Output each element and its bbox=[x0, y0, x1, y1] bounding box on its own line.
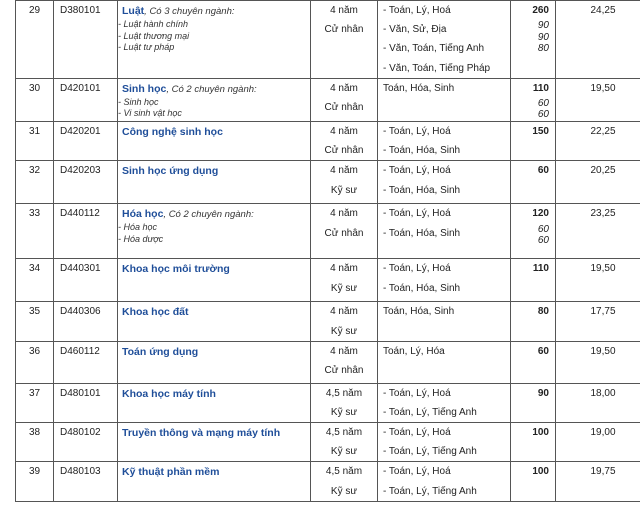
major-cell bbox=[118, 259, 311, 302]
code-cell bbox=[54, 1, 118, 79]
cutoff-score: 19,75 bbox=[590, 466, 616, 478]
degree-type: Kỹ sư bbox=[330, 406, 358, 418]
quota-cell bbox=[511, 259, 556, 302]
quota-cell bbox=[511, 204, 556, 259]
quota-breakdown: 90 bbox=[537, 31, 549, 43]
quota-total: 60 bbox=[537, 345, 549, 357]
study-duration: 4 năm bbox=[330, 345, 358, 357]
study-duration: 4 năm bbox=[330, 165, 358, 177]
major-code: D460112 bbox=[60, 345, 100, 357]
subjects-cell bbox=[378, 204, 511, 259]
score-cell bbox=[556, 1, 640, 79]
cutoff-score: 22,25 bbox=[590, 125, 616, 137]
subject-combination: - Toán, Lý, Hoá bbox=[383, 165, 451, 177]
stt-cell bbox=[16, 204, 54, 259]
subjects-cell bbox=[378, 462, 511, 502]
major-cell bbox=[118, 302, 311, 341]
row-number: 32 bbox=[28, 165, 41, 177]
stt-cell bbox=[16, 383, 54, 422]
subject-combination: - Toán, Hóa, Sinh bbox=[383, 227, 461, 239]
study-duration: 4,5 năm bbox=[325, 387, 363, 399]
major-code: D440112 bbox=[60, 208, 100, 220]
score-cell bbox=[556, 204, 640, 259]
subjects-cell bbox=[378, 78, 511, 121]
quota-cell bbox=[511, 1, 556, 79]
duration-cell bbox=[311, 383, 378, 422]
major-code: D420101 bbox=[60, 82, 101, 94]
duration-cell bbox=[311, 259, 378, 302]
stt-cell bbox=[16, 259, 54, 302]
subject-combination: - Toán, Hóa, Sinh bbox=[383, 145, 461, 157]
degree-type: Kỹ sư bbox=[330, 282, 358, 294]
duration-cell bbox=[311, 462, 378, 502]
major-cell bbox=[118, 423, 311, 462]
major-cell bbox=[118, 341, 311, 383]
specialization-item: - Luật tư pháp bbox=[118, 42, 175, 52]
admissions-table bbox=[15, 0, 640, 502]
score-cell bbox=[556, 423, 640, 462]
duration-cell bbox=[311, 1, 378, 79]
table-row bbox=[16, 423, 640, 462]
row-number: 35 bbox=[28, 306, 41, 318]
quota-cell bbox=[511, 383, 556, 422]
stt-cell bbox=[16, 302, 54, 341]
specialization-list bbox=[118, 97, 310, 120]
cutoff-score: 24,25 bbox=[590, 5, 616, 16]
major-name: Khoa học môi trường bbox=[122, 263, 230, 276]
quota-total: 150 bbox=[532, 125, 549, 137]
major-code: D380101 bbox=[60, 5, 101, 16]
quota-breakdown: 60 bbox=[537, 109, 549, 121]
score-cell bbox=[556, 383, 640, 422]
specialization-item: - Sinh học bbox=[118, 96, 159, 107]
specialization-item: - Vi sinh vật học bbox=[118, 108, 182, 119]
quota-total: 60 bbox=[537, 165, 549, 177]
stt-cell bbox=[16, 462, 54, 502]
study-duration: 4 năm bbox=[330, 263, 358, 275]
table-row bbox=[16, 383, 640, 422]
cutoff-score: 19,50 bbox=[590, 345, 616, 357]
major-name: Hóa học bbox=[122, 208, 164, 221]
major-cell bbox=[118, 204, 311, 259]
table-row bbox=[16, 204, 640, 259]
subject-combination: Toán, Hóa, Sinh bbox=[383, 82, 455, 94]
quota-breakdown: 60 bbox=[537, 97, 549, 109]
subjects-cell bbox=[378, 383, 511, 422]
major-code: D480103 bbox=[60, 466, 101, 478]
row-number: 34 bbox=[28, 263, 41, 275]
study-duration: 4 năm bbox=[330, 82, 358, 94]
score-cell bbox=[556, 341, 640, 383]
study-duration: 4 năm bbox=[330, 125, 358, 137]
score-cell bbox=[556, 161, 640, 204]
study-duration: 4 năm bbox=[330, 306, 358, 318]
study-duration: 4 năm bbox=[330, 208, 358, 220]
row-number: 31 bbox=[28, 125, 41, 137]
table-row bbox=[16, 259, 640, 302]
major-name: Khoa học máy tính bbox=[122, 387, 216, 400]
code-cell bbox=[54, 204, 118, 259]
subject-combination: - Văn, Toán, Tiếng Pháp bbox=[383, 62, 491, 74]
major-code: D440301 bbox=[60, 263, 101, 275]
table-body bbox=[16, 1, 640, 502]
quota-total: 80 bbox=[537, 306, 549, 318]
major-cell bbox=[118, 121, 311, 160]
subject-combination: Toán, Lý, Hóa bbox=[383, 345, 445, 357]
subject-combination: - Toán, Lý, Hoá bbox=[383, 387, 451, 399]
major-code: D480101 bbox=[60, 387, 101, 399]
cutoff-score: 18,00 bbox=[590, 387, 616, 399]
specialization-item: - Hóa học bbox=[118, 222, 158, 233]
table-row bbox=[16, 462, 640, 502]
degree-type: Cử nhân bbox=[324, 364, 364, 376]
subject-combination: - Toán, Lý, Hoá bbox=[383, 263, 451, 275]
quota-cell bbox=[511, 423, 556, 462]
table-row bbox=[16, 1, 640, 79]
table-row bbox=[16, 302, 640, 341]
cutoff-score: 23,25 bbox=[590, 208, 616, 220]
row-number: 33 bbox=[28, 208, 41, 220]
subjects-cell bbox=[378, 302, 511, 341]
major-name: Sinh học ứng dụng bbox=[122, 165, 219, 178]
specialization-list bbox=[118, 222, 310, 245]
code-cell bbox=[54, 383, 118, 422]
subject-combination: - Toán, Lý, Tiếng Anh bbox=[383, 446, 477, 458]
quota-total: 90 bbox=[537, 387, 549, 399]
major-name: Sinh học bbox=[122, 82, 167, 95]
subject-combination: Toán, Hóa, Sinh bbox=[383, 306, 455, 318]
specialization-note: , Có 2 chuyên ngành: bbox=[163, 209, 254, 221]
score-cell bbox=[556, 259, 640, 302]
quota-breakdown: 80 bbox=[537, 43, 549, 55]
stt-cell bbox=[16, 341, 54, 383]
subject-combination: - Toán, Lý, Hoá bbox=[383, 208, 451, 220]
code-cell bbox=[54, 259, 118, 302]
quota-cell bbox=[511, 78, 556, 121]
specialization-note: , Có 3 chuyên ngành: bbox=[144, 6, 235, 17]
subjects-cell bbox=[378, 259, 511, 302]
cutoff-score: 17,75 bbox=[590, 306, 616, 318]
major-name: Khoa học đất bbox=[122, 306, 189, 319]
row-number: 29 bbox=[28, 5, 41, 16]
stt-cell bbox=[16, 1, 54, 79]
degree-type: Kỹ sư bbox=[330, 446, 358, 458]
quota-total: 100 bbox=[532, 427, 549, 439]
subject-combination: - Toán, Lý, Hoá bbox=[383, 427, 451, 439]
duration-cell bbox=[311, 78, 378, 121]
subject-combination: - Toán, Hóa, Sinh bbox=[383, 282, 461, 294]
code-cell bbox=[54, 423, 118, 462]
quota-cell bbox=[511, 462, 556, 502]
major-name: Kỹ thuật phần mềm bbox=[122, 466, 220, 479]
code-cell bbox=[54, 341, 118, 383]
degree-type: Cử nhân bbox=[324, 227, 364, 239]
quota-breakdown: 90 bbox=[537, 20, 549, 32]
table-row bbox=[16, 78, 640, 121]
degree-type: Kỹ sư bbox=[330, 485, 358, 497]
major-cell bbox=[118, 1, 311, 79]
quota-total: 260 bbox=[532, 5, 549, 16]
quota-cell bbox=[511, 121, 556, 160]
duration-cell bbox=[311, 121, 378, 160]
duration-cell bbox=[311, 161, 378, 204]
quota-total: 110 bbox=[532, 263, 549, 275]
subjects-cell bbox=[378, 341, 511, 383]
specialization-item: - Luật thương mại bbox=[118, 30, 190, 41]
code-cell bbox=[54, 121, 118, 160]
degree-type: Cử nhân bbox=[324, 101, 364, 113]
score-cell bbox=[556, 78, 640, 121]
subject-combination: - Văn, Toán, Tiếng Anh bbox=[383, 43, 485, 55]
quota-cell bbox=[511, 161, 556, 204]
subject-combination: - Văn, Sử, Địa bbox=[383, 24, 447, 36]
code-cell bbox=[54, 302, 118, 341]
duration-cell bbox=[311, 302, 378, 341]
study-duration: 4,5 năm bbox=[325, 427, 363, 439]
subject-combination: - Toán, Lý, Tiếng Anh bbox=[383, 406, 477, 418]
duration-cell bbox=[311, 423, 378, 462]
duration-cell bbox=[311, 341, 378, 383]
table-row bbox=[16, 341, 640, 383]
stt-cell bbox=[16, 161, 54, 204]
stt-cell bbox=[16, 121, 54, 160]
major-code: D440306 bbox=[60, 306, 101, 318]
cutoff-score: 20,25 bbox=[590, 165, 616, 177]
study-duration: 4,5 năm bbox=[325, 466, 363, 478]
cutoff-score: 19,50 bbox=[590, 263, 616, 275]
subjects-cell bbox=[378, 121, 511, 160]
stt-cell bbox=[16, 423, 54, 462]
score-cell bbox=[556, 462, 640, 502]
quota-breakdown: 60 bbox=[537, 235, 549, 246]
specialization-note: , Có 2 chuyên ngành: bbox=[166, 83, 257, 95]
quota-total: 120 bbox=[532, 208, 549, 220]
subjects-cell bbox=[378, 1, 511, 79]
specialization-item: - Luật hành chính bbox=[118, 19, 189, 29]
subject-combination: - Toán, Hóa, Sinh bbox=[383, 184, 461, 196]
specialization-list bbox=[118, 19, 310, 54]
degree-type: Kỹ sư bbox=[330, 325, 358, 337]
subject-combination: - Toán, Lý, Hoá bbox=[383, 125, 451, 137]
subject-combination: - Toán, Lý, Tiếng Anh bbox=[383, 485, 477, 497]
degree-type: Cử nhân bbox=[324, 145, 364, 157]
major-code: D420203 bbox=[60, 165, 101, 177]
duration-cell bbox=[311, 204, 378, 259]
specialization-item: - Hóa dược bbox=[118, 233, 164, 244]
row-number: 39 bbox=[28, 466, 41, 478]
major-name: Luật bbox=[122, 5, 145, 17]
score-cell bbox=[556, 302, 640, 341]
row-number: 37 bbox=[28, 387, 41, 399]
quota-cell bbox=[511, 341, 556, 383]
code-cell bbox=[54, 78, 118, 121]
quota-total: 110 bbox=[532, 82, 549, 94]
subjects-cell bbox=[378, 161, 511, 204]
degree-type: Cử nhân bbox=[324, 24, 364, 36]
degree-type: Kỹ sư bbox=[330, 184, 358, 196]
major-code: D480102 bbox=[60, 427, 101, 439]
major-cell bbox=[118, 78, 311, 121]
subject-combination: - Toán, Lý, Hoá bbox=[383, 466, 451, 478]
subjects-cell bbox=[378, 423, 511, 462]
major-name: Truyền thông và mạng máy tính bbox=[122, 427, 281, 440]
study-duration: 4 năm bbox=[330, 5, 358, 16]
table-row bbox=[16, 161, 640, 204]
subject-combination: - Toán, Lý, Hoá bbox=[383, 5, 451, 16]
code-cell bbox=[54, 462, 118, 502]
major-name: Toán ứng dụng bbox=[122, 345, 199, 358]
quota-cell bbox=[511, 302, 556, 341]
row-number: 36 bbox=[28, 345, 41, 357]
row-number: 38 bbox=[28, 427, 41, 439]
quota-total: 100 bbox=[532, 466, 549, 478]
stt-cell bbox=[16, 78, 54, 121]
major-cell bbox=[118, 462, 311, 502]
code-cell bbox=[54, 161, 118, 204]
major-cell bbox=[118, 161, 311, 204]
score-cell bbox=[556, 121, 640, 160]
row-number: 30 bbox=[28, 82, 41, 94]
cutoff-score: 19,50 bbox=[590, 82, 616, 94]
major-code: D420201 bbox=[60, 125, 101, 137]
cutoff-score: 19,00 bbox=[590, 427, 616, 439]
table-row bbox=[16, 121, 640, 160]
major-cell bbox=[118, 383, 311, 422]
major-name: Công nghệ sinh học bbox=[122, 125, 223, 138]
quota-breakdown: 60 bbox=[537, 223, 549, 235]
